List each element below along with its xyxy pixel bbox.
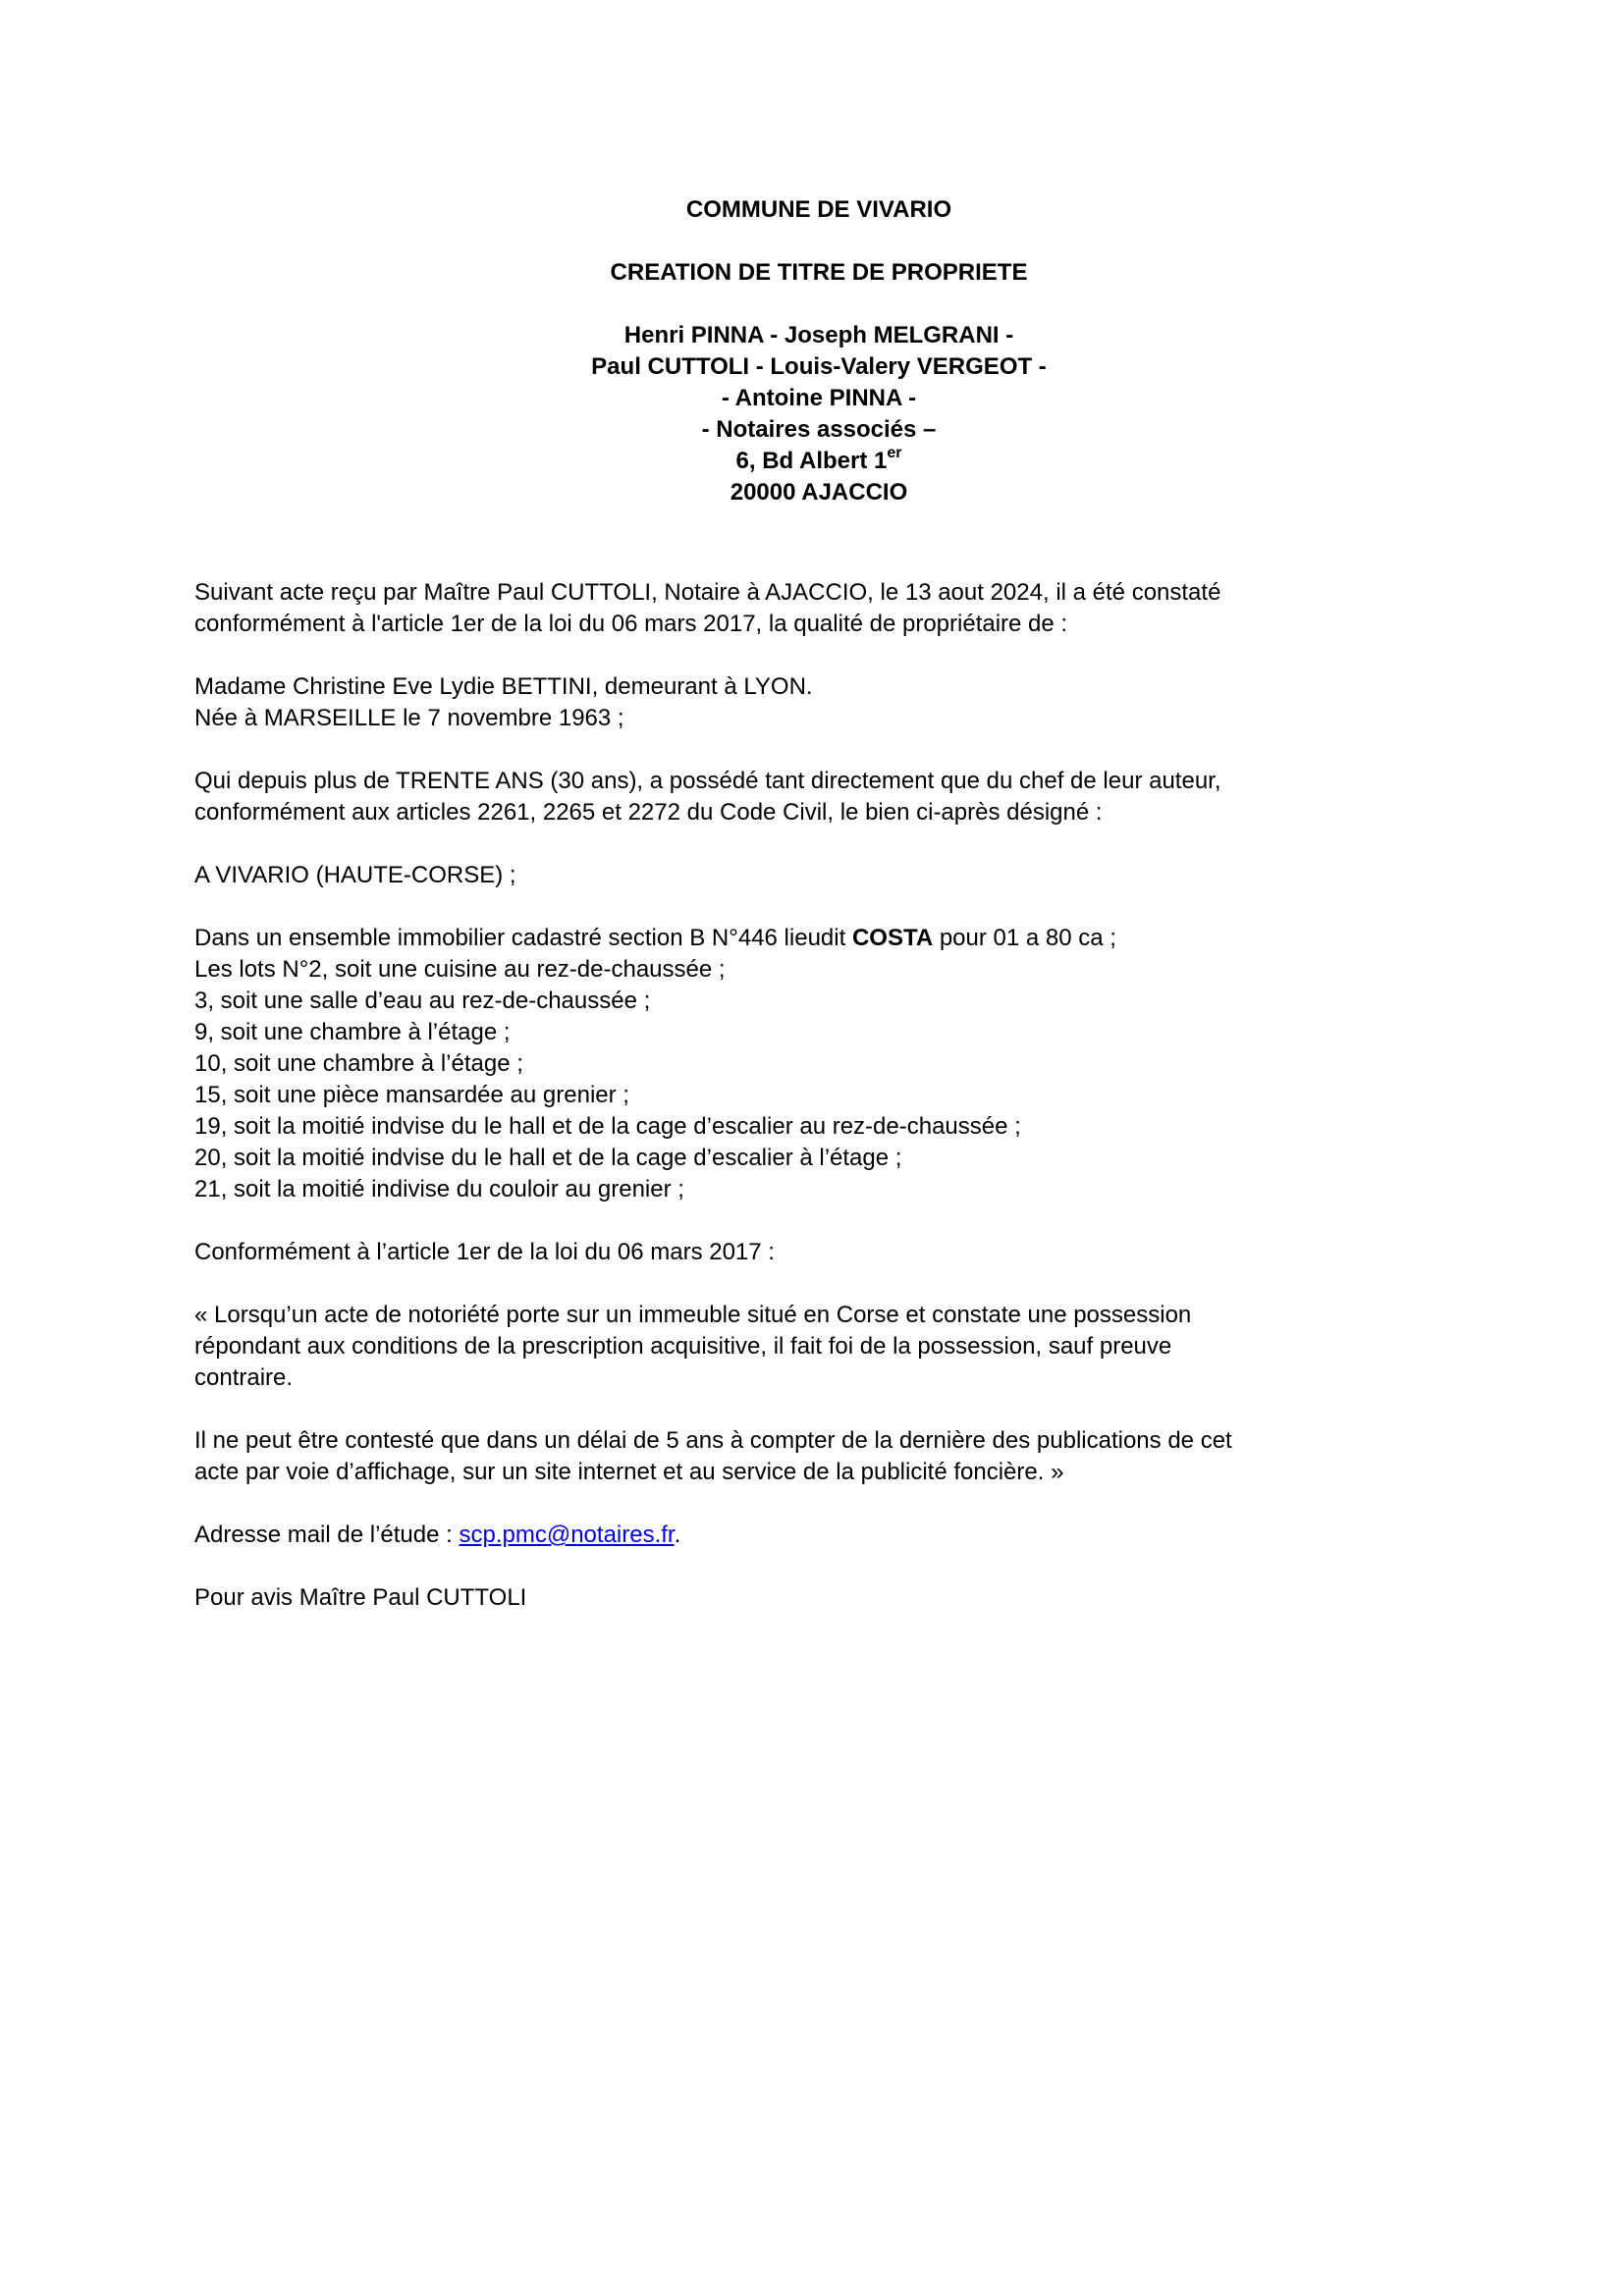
lot-item: 3, soit une salle d’eau au rez-de-chaussée ; xyxy=(194,988,651,1014)
possession-paragraph xyxy=(194,766,1432,828)
property-lieudit: COSTA xyxy=(851,925,934,951)
property-prefix: Dans un ensemble immobilier cadastré section B N°446 lieudit xyxy=(194,925,852,951)
owner-line-1: Madame Christine Eve Lydie BETTINI, demeurant à LYON. xyxy=(194,673,813,700)
lot-item: 9, soit une chambre à l’étage ; xyxy=(194,1019,511,1045)
notaries-line-4: - Notaires associés – xyxy=(701,416,937,443)
office-street-text: 6, Bd Albert 1 xyxy=(735,448,888,474)
notaries-line-3: - Antoine PINNA - xyxy=(721,385,917,411)
signature-line: Pour avis Maître Paul CUTTOLI xyxy=(194,1584,527,1611)
email-prefix: Adresse mail de l’étude : xyxy=(194,1522,460,1548)
intro-line-2: conformément à l'article 1er de la loi du 06 mars 2017, la qualité de propriétaire de : xyxy=(194,611,1068,637)
notaries-line-1: Henri PINNA - Joseph MELGRANI - xyxy=(623,322,1014,348)
commune-heading: COMMUNE DE VIVARIO xyxy=(685,196,952,223)
lot-item: 20, soit la moitié indvise du le hall et de la cage d’escalier à l’étage ; xyxy=(194,1145,902,1171)
lot-item: 10, soit une chambre à l’étage ; xyxy=(194,1050,523,1077)
document-body xyxy=(194,577,1432,1645)
email-line xyxy=(194,1520,1432,1551)
contest-paragraph xyxy=(194,1425,1432,1488)
contest-line-2: acte par voie d’affichage, sur un site internet et au service de la publicité foncière. » xyxy=(194,1459,1064,1485)
lot-item: 15, soit une pièce mansardée au grenier ; xyxy=(194,1082,629,1108)
contest-line-1: Il ne peut être contesté que dans un délai de 5 ans à compter de la dernière des publications de cet xyxy=(194,1427,1232,1454)
document-header xyxy=(0,194,1624,508)
owner-line-2: Née à MARSEILLE le 7 novembre 1963 ; xyxy=(194,705,624,731)
intro-paragraph xyxy=(194,577,1432,640)
quote-line-3: contraire. xyxy=(194,1364,294,1391)
notaries-line-2: Paul CUTTOLI - Louis-Valery VERGEOT - xyxy=(591,353,1047,380)
location-line: A VIVARIO (HAUTE-CORSE) ; xyxy=(194,862,516,888)
email-paragraph xyxy=(194,1520,1432,1551)
lot-item: 21, soit la moitié indivise du couloir au grenier ; xyxy=(194,1176,684,1202)
property-paragraph xyxy=(194,923,1432,1205)
conformement-paragraph xyxy=(194,1237,1432,1268)
conformement-line: Conformément à l’article 1er de la loi du 06 mars 2017 : xyxy=(194,1239,775,1265)
intro-line-1: Suivant acte reçu par Maître Paul CUTTOLI, Notaire à AJACCIO, le 13 aout 2024, il a été constaté xyxy=(194,579,1221,606)
quote-line-2: répondant aux conditions de la prescription acquisitive, il fait foi de la possession, sauf preuve xyxy=(194,1333,1172,1360)
email-suffix: . xyxy=(674,1522,681,1548)
signature-paragraph xyxy=(194,1582,1432,1614)
office-street xyxy=(0,446,1624,477)
property-line xyxy=(194,923,1432,954)
office-city: 20000 AJACCIO xyxy=(730,479,908,506)
possession-line-2: conformément aux articles 2261, 2265 et 2272 du Code Civil, le bien ci-après désigné : xyxy=(194,799,1103,826)
document-title: CREATION DE TITRE DE PROPRIETE xyxy=(610,259,1028,286)
quote-line-1: « Lorsqu’un acte de notoriété porte sur un immeuble situé en Corse et constate une possession xyxy=(194,1302,1192,1328)
lot-item: Les lots N°2, soit une cuisine au rez-de-chaussée ; xyxy=(194,956,726,983)
lot-item: 19, soit la moitié indvise du le hall et de la cage d’escalier au rez-de-chaussée ; xyxy=(194,1113,1021,1140)
location-paragraph xyxy=(194,860,1432,891)
possession-line-1: Qui depuis plus de TRENTE ANS (30 ans), a possédé tant directement que du chef de leur auteur, xyxy=(194,768,1221,794)
property-suffix: pour 01 a 80 ca ; xyxy=(933,925,1116,951)
quote-paragraph xyxy=(194,1300,1432,1394)
email-link[interactable]: scp.pmc@notaires.fr xyxy=(459,1522,675,1548)
owner-paragraph xyxy=(194,671,1432,734)
office-street-superscript: er xyxy=(887,445,902,461)
